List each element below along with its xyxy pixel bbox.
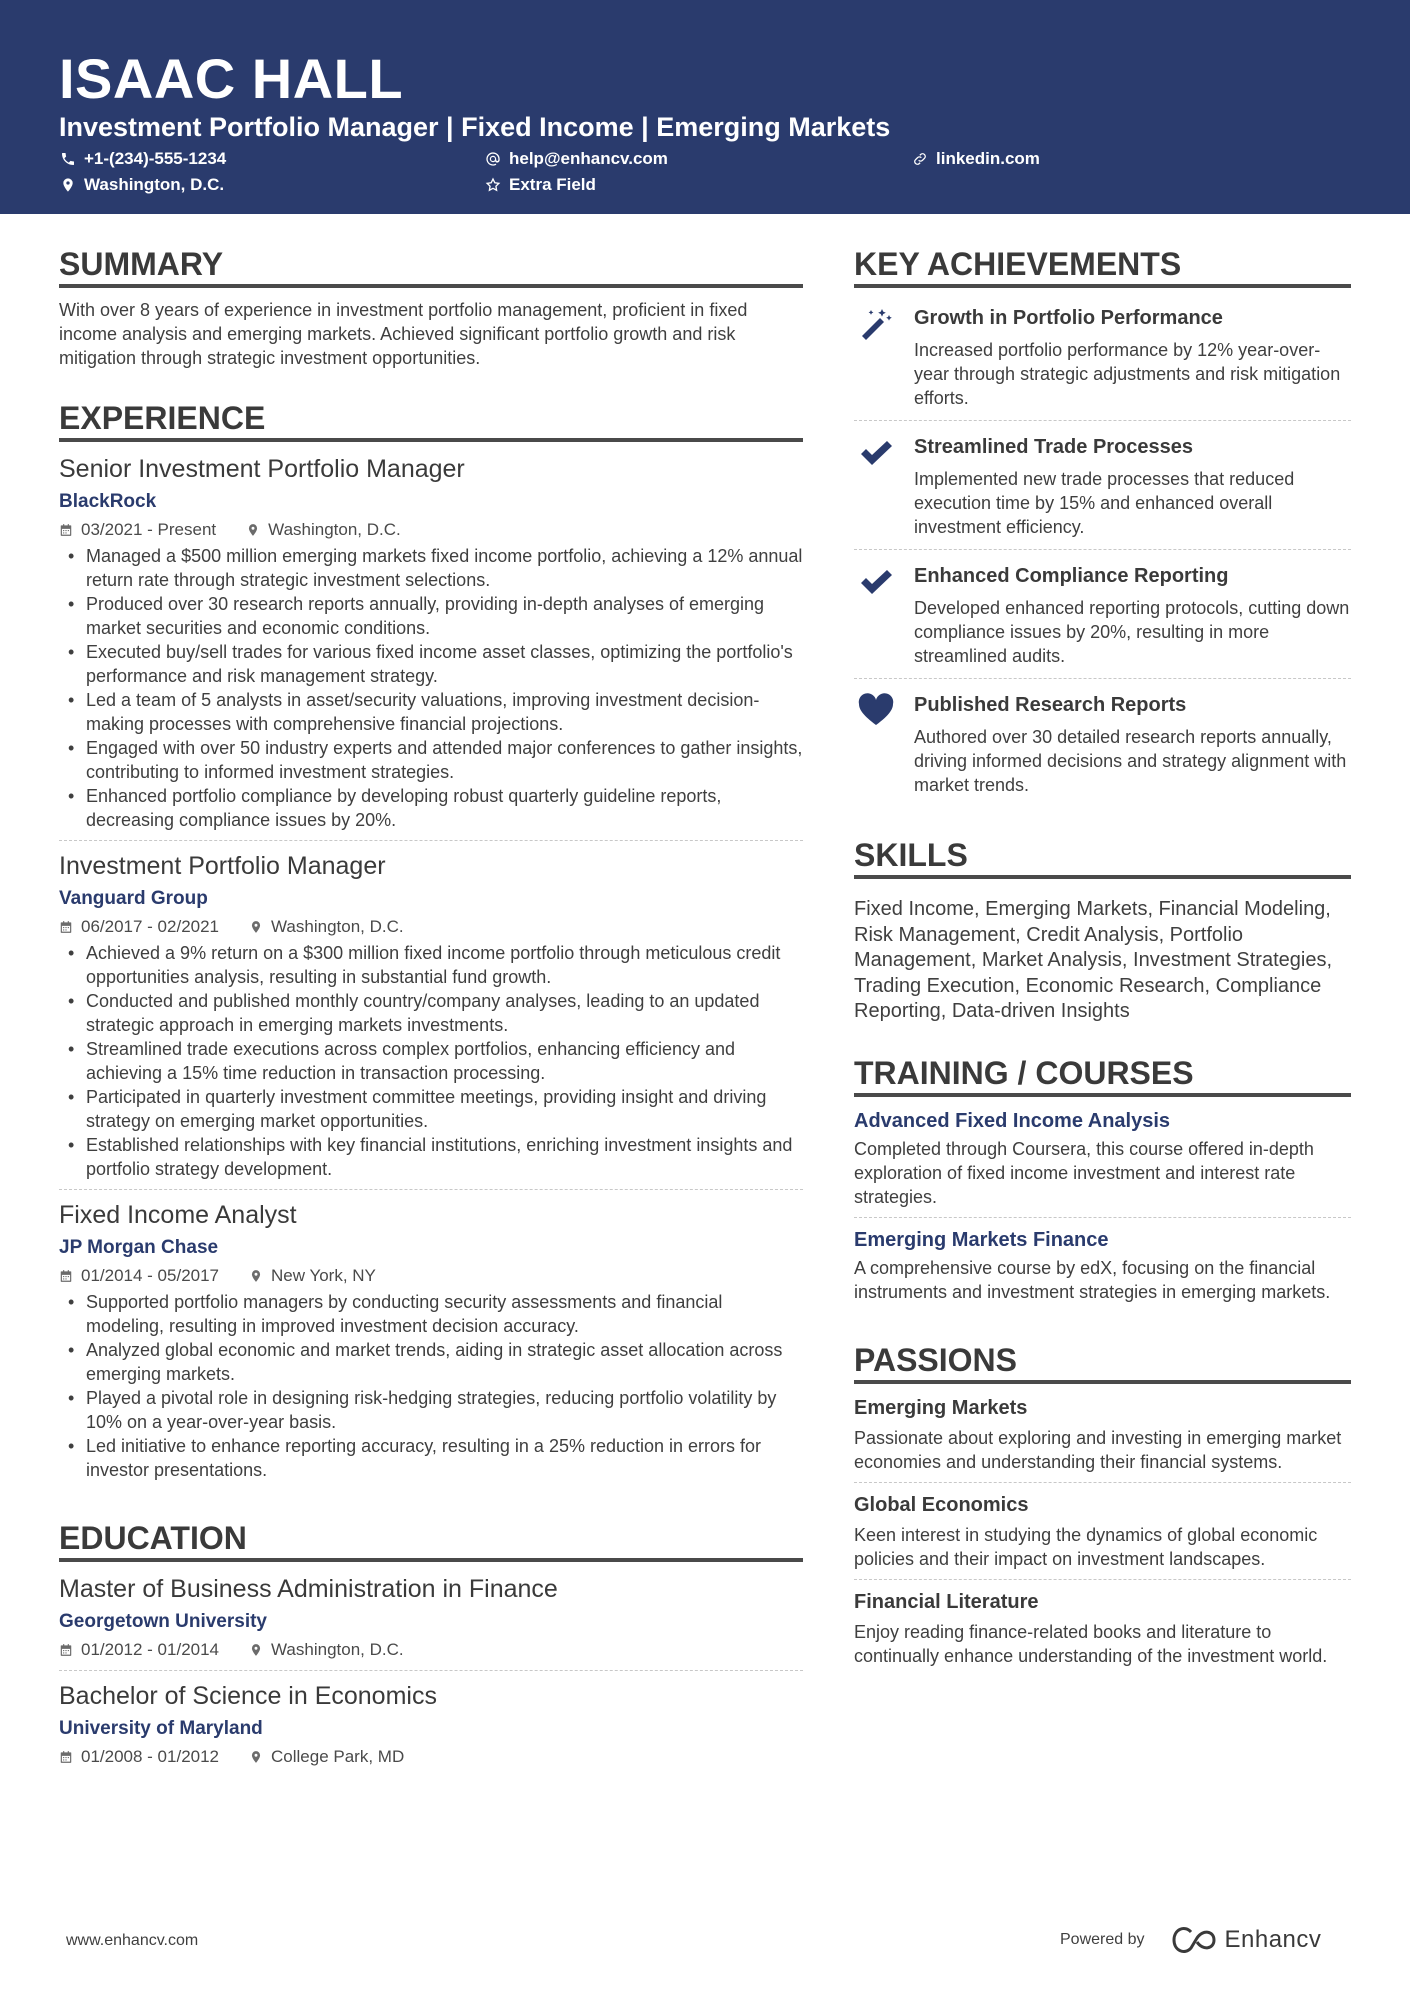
job-title: Senior Investment Portfolio Manager: [59, 455, 465, 483]
magic-wand-icon: [854, 304, 898, 410]
enhancv-brand-name: Enhancv: [1224, 1926, 1322, 1953]
skills-text: Fixed Income, Emerging Markets, Financial Modeling, Risk Management, Credit Analysis, Portfolio Management, Market Analysis, Investment Strategies, Trading Execution, Economic Research, Compliance Reporting, Data-driven Insights: [854, 898, 1332, 1022]
experience-heading: EXPERIENCE: [59, 398, 803, 442]
achievement-body: [914, 691, 1351, 797]
job-bullet: • Engaged with over 50 industry experts and attended major conferences to gather insights, contributing to informed investment strategies.: [59, 736, 803, 784]
calendar-icon: [59, 1269, 73, 1283]
passions-section: [854, 1340, 1351, 1676]
summary-heading: SUMMARY: [59, 244, 803, 288]
job-bullet: • Played a pivotal role in designing risk-hedging strategies, reducing portfolio volatility by 10% on a year-over-year basis.: [59, 1386, 803, 1434]
achievement-body: [914, 433, 1351, 539]
experience-list: [59, 452, 803, 1490]
phone-icon: [60, 151, 76, 167]
heart-icon: [854, 691, 898, 797]
company-name: BlackRock: [59, 491, 157, 512]
entry-dates: 06/2017 - 02/2021: [81, 917, 220, 936]
job-bullet: • Enhanced portfolio compliance by developing robust quarterly guideline reports, decreasing compliance issues by 20%.: [59, 784, 803, 832]
education-entry: [59, 1572, 803, 1671]
achievement-description: Developed enhanced reporting protocols, cutting down compliance issues by 20%, resulting in more streamlined audits.: [914, 598, 1350, 666]
candidate-headline: Investment Portfolio Manager | Fixed Income | Emerging Markets: [59, 112, 891, 142]
job-bullets: [59, 544, 803, 832]
skills-section: [854, 835, 1351, 1025]
job-title: Fixed Income Analyst: [59, 1201, 297, 1229]
passion-item: [854, 1588, 1351, 1676]
left-column: [59, 244, 803, 1805]
achievement-item: [854, 550, 1351, 679]
entry-dates: 01/2012 - 01/2014: [81, 1640, 220, 1659]
contact-location: [60, 174, 224, 196]
summary-text: With over 8 years of experience in investment portfolio management, proficient in fixed income analysis and emerging markets. Achieved significant portfolio growth and risk mitigation through strategic investment opportunities.: [59, 300, 748, 368]
course-description: Completed through Coursera, this course offered in-depth exploration of fixed income investment and interest rate strategies.: [854, 1138, 1314, 1207]
contact-phone: [60, 148, 226, 170]
entry-location: Washington, D.C.: [271, 917, 404, 936]
achievement-title: Growth in Portfolio Performance: [914, 307, 1223, 329]
achievement-title: Streamlined Trade Processes: [914, 436, 1194, 458]
map-pin-icon: [249, 1643, 263, 1657]
job-title: Investment Portfolio Manager: [59, 852, 386, 880]
entry-meta: [59, 1745, 803, 1769]
checkmark-icon: [854, 562, 898, 668]
training-section: [854, 1053, 1351, 1312]
job-bullet: • Led initiative to enhance reporting accuracy, resulting in a 25% reduction in errors for investor presentations.: [59, 1434, 803, 1482]
course-title: Emerging Markets Finance: [854, 1228, 1109, 1251]
course-item: [854, 1107, 1351, 1218]
passion-item: [854, 1394, 1351, 1483]
right-column: [854, 244, 1351, 1704]
star-icon: [485, 177, 501, 193]
map-pin-icon: [246, 523, 260, 537]
job-bullet: • Produced over 30 research reports annually, providing in-depth analyses of emerging market securities and economic conditions.: [59, 592, 803, 640]
passion-list: [854, 1394, 1351, 1676]
passion-description: Keen interest in studying the dynamics of global economic policies and their impact on investment landscapes.: [854, 1524, 1318, 1569]
course-title: Advanced Fixed Income Analysis: [854, 1109, 1171, 1132]
achievement-item: [854, 679, 1351, 807]
entry-dates: 01/2014 - 05/2017: [81, 1266, 220, 1285]
powered-by-text: Powered by: [1060, 1931, 1145, 1948]
passion-description: Passionate about exploring and investing in emerging market economies and understanding their financial systems.: [854, 1427, 1342, 1472]
achievement-description: Authored over 30 detailed research reports annually, driving informed decisions and strategy alignment with market trends.: [914, 727, 1347, 795]
experience-entry: [59, 849, 803, 1190]
course-item: [854, 1226, 1351, 1312]
calendar-icon: [59, 1750, 73, 1764]
passion-title: Financial Literature: [854, 1590, 1039, 1613]
job-bullet: • Managed a $500 million emerging markets fixed income portfolio, achieving a 12% annual return rate through strategic investment selections.: [59, 544, 803, 592]
enhancv-logo[interactable]: [1171, 1926, 1322, 1954]
job-bullet: • Analyzed global economic and market trends, aiding in strategic asset allocation across emerging markets.: [59, 1338, 803, 1386]
map-pin-icon: [249, 1750, 263, 1764]
entry-meta: [59, 915, 803, 939]
entry-location: Washington, D.C.: [271, 1640, 404, 1659]
education-section: [59, 1518, 803, 1777]
footer-branding: [1060, 1926, 1321, 1954]
contact-extra: [485, 174, 596, 196]
job-bullet: • Supported portfolio managers by conducting security assessments and financial modeling, resulting in improved investment decision accuracy.: [59, 1290, 803, 1338]
entry-meta: [59, 1638, 803, 1662]
passion-title: Global Economics: [854, 1493, 1029, 1516]
company-name: Vanguard Group: [59, 888, 208, 909]
entry-location: New York, NY: [271, 1266, 376, 1285]
passions-heading: PASSIONS: [854, 1340, 1351, 1384]
entry-location: College Park, MD: [271, 1747, 405, 1766]
email-link[interactable]: help@enhancv.com: [509, 149, 668, 168]
experience-section: [59, 398, 803, 1490]
map-pin-icon: [60, 177, 76, 193]
entry-meta: [59, 518, 803, 542]
achievement-item: [854, 421, 1351, 550]
company-name: JP Morgan Chase: [59, 1237, 219, 1258]
achievement-title: Published Research Reports: [914, 694, 1187, 716]
passion-title: Emerging Markets: [854, 1396, 1028, 1419]
education-heading: EDUCATION: [59, 1518, 803, 1562]
resume-header: [0, 0, 1410, 214]
achievement-description: Increased portfolio performance by 12% year-over-year through strategic adjustments and risk mitigation efforts.: [914, 340, 1341, 408]
summary-section: [59, 244, 803, 370]
job-bullet: • Led a team of 5 analysts in asset/security valuations, improving investment decision-making processes with comprehensive financial projections.: [59, 688, 803, 736]
entry-location: Washington, D.C.: [268, 520, 401, 539]
calendar-icon: [59, 523, 73, 537]
achievement-title: Enhanced Compliance Reporting: [914, 565, 1229, 587]
calendar-icon: [59, 1643, 73, 1657]
candidate-name: ISAAC HALL: [59, 47, 404, 110]
experience-entry: [59, 1198, 803, 1490]
checkmark-icon: [854, 433, 898, 539]
footer-website[interactable]: www.enhancv.com: [66, 1932, 199, 1949]
job-bullet: • Participated in quarterly investment committee meetings, providing insight and driving strategy on emerging market opportunities.: [59, 1085, 803, 1133]
calendar-icon: [59, 920, 73, 934]
achievements-section: [854, 244, 1351, 807]
enhancv-logo-icon: [1171, 1926, 1217, 1954]
course-description: A comprehensive course by edX, focusing on the financial instruments and investment strategies in emerging markets.: [854, 1257, 1331, 1302]
job-bullet: • Executed buy/sell trades for various fixed income asset classes, optimizing the portfolio's performance and risk management strategy.: [59, 640, 803, 688]
at-sign-icon: [485, 151, 501, 167]
job-bullet: • Streamlined trade executions across complex portfolios, enhancing efficiency and achieving a 15% time reduction in transaction processing.: [59, 1037, 803, 1085]
degree-title: Master of Business Administration in Finance: [59, 1575, 558, 1603]
achievement-body: [914, 304, 1351, 410]
location-text: Washington, D.C.: [84, 175, 225, 194]
entry-dates: 03/2021 - Present: [81, 520, 217, 539]
experience-entry: [59, 452, 803, 841]
job-bullet: • Established relationships with key financial institutions, enriching investment insights and portfolio strategy development.: [59, 1133, 803, 1181]
contact-email[interactable]: [485, 148, 668, 170]
achievements-heading: KEY ACHIEVEMENTS: [854, 244, 1351, 288]
achievement-description: Implemented new trade processes that reduced execution time by 15% and enhanced overall investment efficiency.: [914, 469, 1295, 537]
skills-heading: SKILLS: [854, 835, 1351, 879]
degree-title: Bachelor of Science in Economics: [59, 1682, 437, 1710]
entry-meta: [59, 1264, 803, 1288]
map-pin-icon: [249, 1269, 263, 1283]
link-icon: [912, 151, 928, 167]
achievement-list: [854, 298, 1351, 807]
job-bullet: • Conducted and published monthly country/company analyses, leading to an updated strategic approach in emerging markets investments.: [59, 989, 803, 1037]
school-name: University of Maryland: [59, 1718, 263, 1739]
job-bullet: • Achieved a 9% return on a $300 million fixed income portfolio through meticulous credit opportunities analysis, resulting in substantial fund growth.: [59, 941, 803, 989]
education-entry: [59, 1679, 803, 1777]
job-bullets: [59, 1290, 803, 1482]
education-list: [59, 1572, 803, 1777]
entry-dates: 01/2008 - 01/2012: [81, 1747, 220, 1766]
passion-description: Enjoy reading finance-related books and literature to continually enhance understanding of the investment world.: [854, 1621, 1328, 1666]
passion-item: [854, 1491, 1351, 1580]
school-name: Georgetown University: [59, 1611, 267, 1632]
phone-text: +1-(234)-555-1234: [84, 149, 227, 168]
linkedin-link[interactable]: linkedin.com: [936, 149, 1040, 168]
job-bullets: [59, 941, 803, 1181]
training-heading: TRAINING / COURSES: [854, 1053, 1351, 1097]
achievement-body: [914, 562, 1351, 668]
extra-field-text: Extra Field: [509, 175, 596, 194]
training-list: [854, 1107, 1351, 1312]
achievement-item: [854, 298, 1351, 421]
map-pin-icon: [249, 920, 263, 934]
contact-linkedin[interactable]: [912, 148, 1040, 170]
